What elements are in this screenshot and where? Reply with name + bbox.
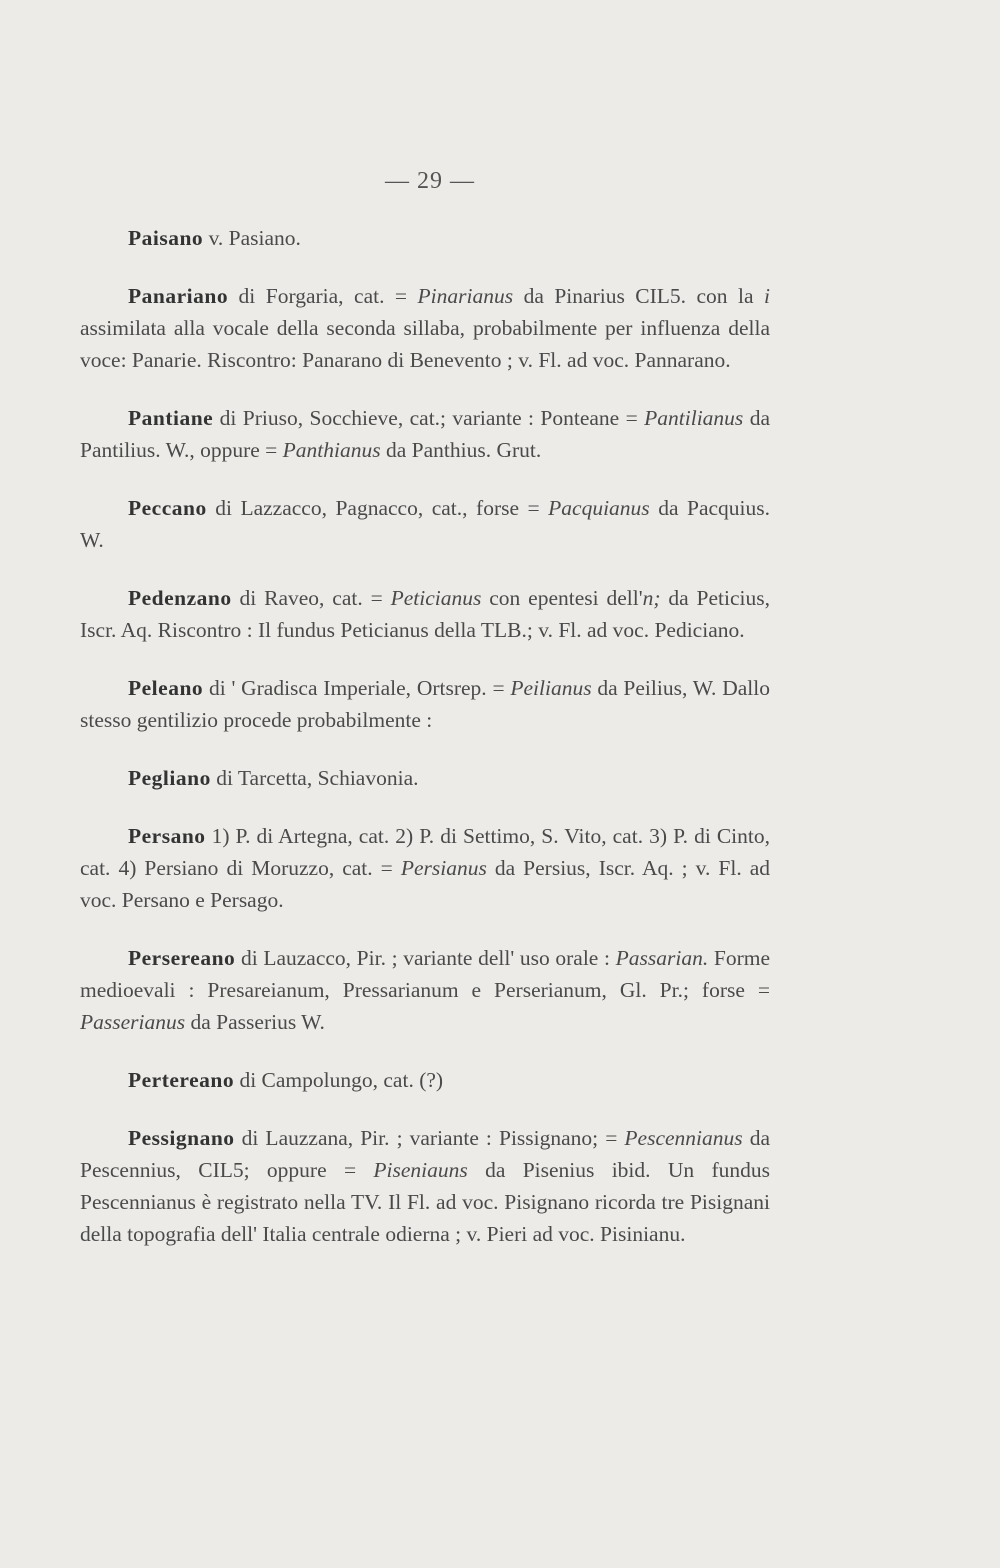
entry-headword: Pantiane <box>128 406 214 430</box>
entry-headword: Pertereano <box>128 1068 235 1092</box>
entry <box>80 1122 770 1250</box>
entry-text: di Tarcetta, Schiavonia. <box>210 766 419 790</box>
entry-text: da Passerius W. <box>185 1010 325 1034</box>
entry-latin-term: Persianus <box>400 856 487 880</box>
entry-latin-term: Piseniauns <box>373 1158 468 1182</box>
entry-headword: Panariano <box>128 284 229 308</box>
entry-headword: Persereano <box>128 946 236 970</box>
entry-headword: Pedenzano <box>128 586 232 610</box>
entry-text: da Pinarius CIL5. con la <box>513 284 765 308</box>
entry-text: da Pantilius. W., oppure = <box>80 406 770 462</box>
entry-text: da Pescennius, CIL5; oppure = <box>80 1126 771 1182</box>
entry-headword: Persano <box>128 824 206 848</box>
entry-text: di Lauzacco, Pir. ; variante dell' uso orale : <box>235 946 616 970</box>
entry <box>80 672 770 736</box>
entry <box>80 402 770 466</box>
entry-text: con epentesi dell' <box>481 586 643 610</box>
entry <box>80 222 770 254</box>
entry-latin-term: Panthianus <box>282 438 381 462</box>
entry-headword: Paisano <box>128 226 204 250</box>
entry-text: di Campolungo, cat. (?) <box>234 1068 444 1092</box>
entry-headword: Peccano <box>128 496 207 520</box>
entry <box>80 820 770 916</box>
entry-text: da Persius, Iscr. Aq. ; v. Fl. ad voc. Persano e Persago. <box>80 856 771 912</box>
entry-latin-term: Peticianus <box>390 586 482 610</box>
entry-text: da Peticius, Iscr. Aq. Riscontro : Il fundus Peticianus della TLB.; v. Fl. ad voc. Pediciano. <box>80 586 770 642</box>
entry-list <box>80 222 770 1276</box>
entry-latin-term: Peilianus <box>510 676 592 700</box>
entry-latin-term: i <box>764 284 770 308</box>
entry-text: 1) P. di Artegna, cat. 2) P. di Settimo, S. Vito, cat. 3) P. di Cinto, cat. 4) Persiano di Moruzzo, cat. = <box>80 824 770 880</box>
entry-text: di Priuso, Socchieve, cat.; variante : Ponteane = <box>213 406 645 430</box>
entry-text: da Pacquius. W. <box>80 496 770 552</box>
entry <box>80 762 770 794</box>
entry-latin-term: Pinarianus <box>417 284 514 308</box>
entry-text: v. Pasiano. <box>203 226 301 250</box>
entry-text: di Lazzacco, Pagnacco, cat., forse = <box>206 496 549 520</box>
entry <box>80 582 770 646</box>
entry-latin-term: Pacquianus <box>548 496 650 520</box>
entry-headword: Peleano <box>128 676 204 700</box>
entry-text: di ' Gradisca Imperiale, Ortsrep. = <box>203 676 511 700</box>
entry <box>80 492 770 556</box>
entry-text: di Forgaria, cat. = <box>228 284 418 308</box>
entry-latin-term: Passarian. <box>615 946 709 970</box>
entry-text: da Panthius. Grut. <box>380 438 542 462</box>
page-number: — 29 — <box>385 168 475 194</box>
entry-headword: Pessignano <box>128 1126 235 1150</box>
entry-text: da Pisenius ibid. Un fundus Pescennianus è registrato nella TV. Il Fl. ad voc. Pisignano ricorda tre Pisignani della topografia dell' Italia centrale odierna ; v. Pieri ad voc. Pisinianu. <box>80 1158 770 1246</box>
entry-latin-term: n; <box>642 586 661 610</box>
entry-text: Forme medioevali : Presareianum, Pressarianum e Perserianum, Gl. Pr.; forse = <box>80 946 770 1002</box>
entry <box>80 280 770 376</box>
entry-text: di Raveo, cat. = <box>231 586 391 610</box>
entry-latin-term: Passerianus <box>80 1010 186 1034</box>
entry-text: da Peilius, W. Dallo stesso gentilizio procede probabilmente : <box>80 676 770 732</box>
entry-headword: Pegliano <box>128 766 211 790</box>
entry-latin-term: Pantilianus <box>644 406 744 430</box>
entry-text: assimilata alla vocale della seconda sillaba, probabilmente per influenza della voce: Panarie. Riscontro: Panarano di Benevento ; v. Fl. ad voc. Pannarano. <box>80 316 770 372</box>
entry-text: di Lauzzana, Pir. ; variante : Pissignano; = <box>234 1126 625 1150</box>
entry-latin-term: Pescennianus <box>624 1126 743 1150</box>
entry <box>80 942 770 1038</box>
entry <box>80 1064 770 1096</box>
